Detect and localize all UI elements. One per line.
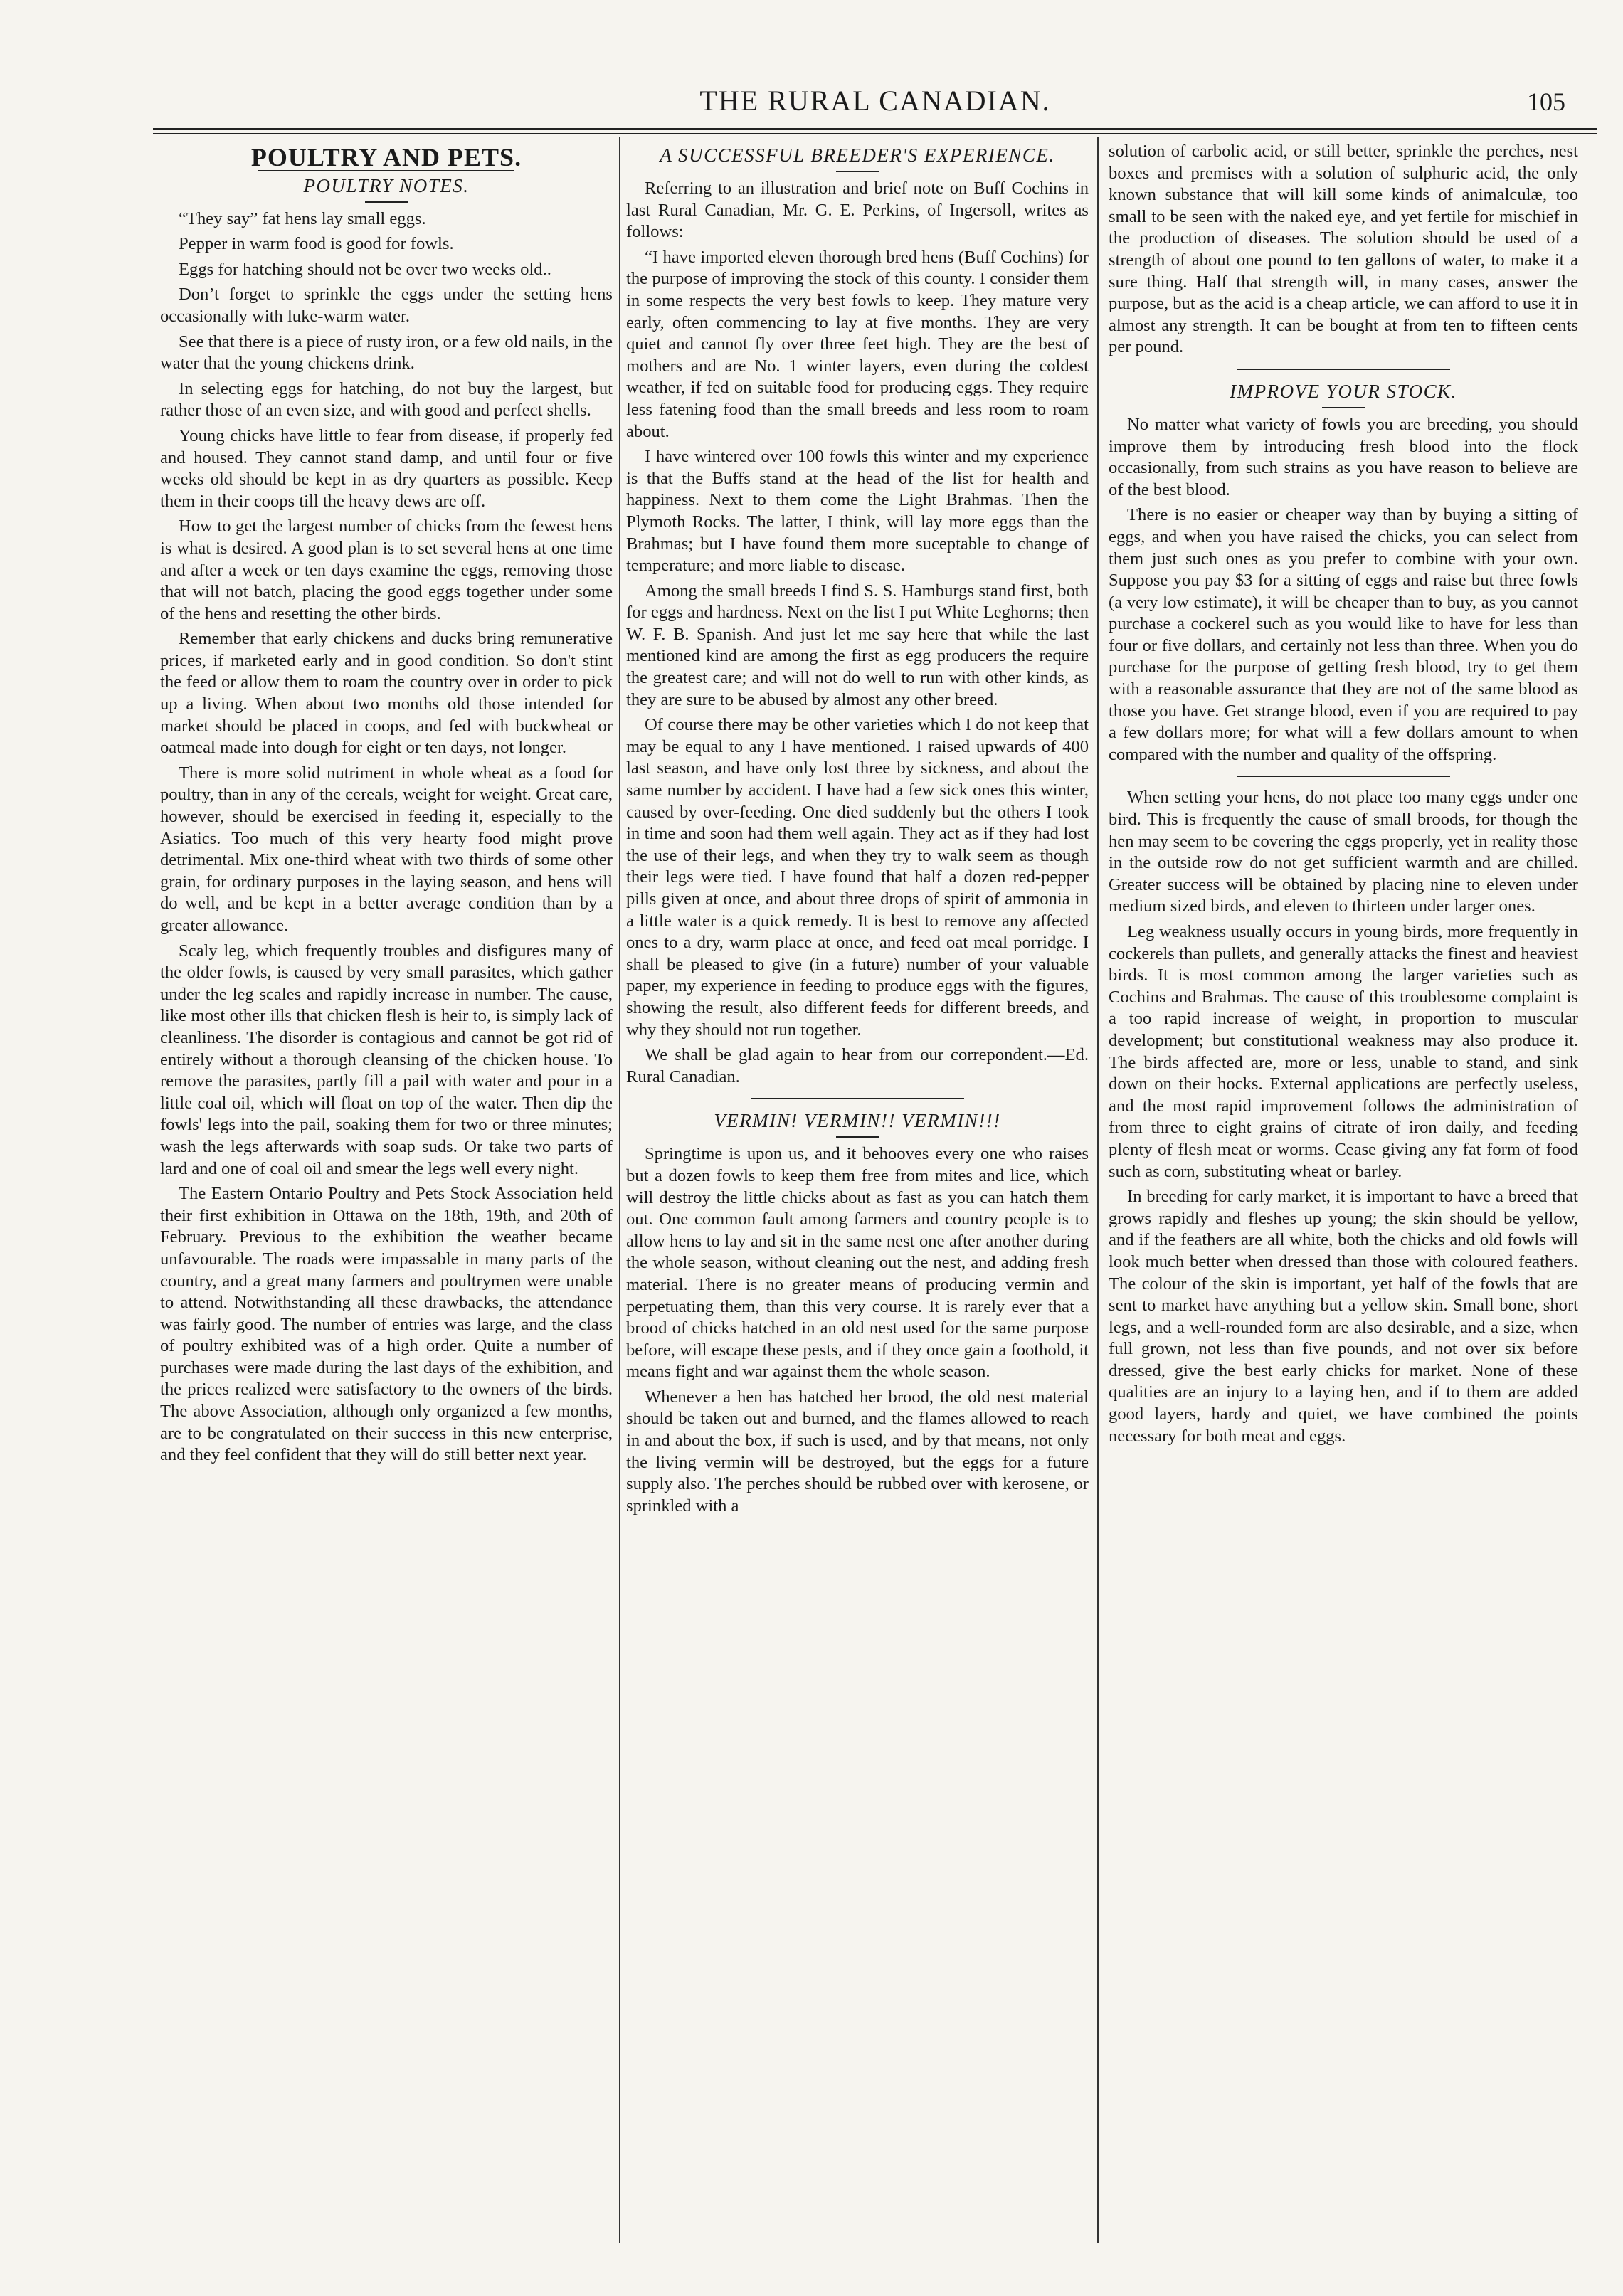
paragraph: Remember that early chickens and ducks bring remunerative prices, if marketed early and in good condition. So don't stint the feed or allow them to roam the country over in order to pick up a living. When about two months old those intended for market should be placed in coops, and fed with buckwheat or oatmeal made into dough for eight or ten days, not longer. [160,629,613,758]
column-divider [1097,137,1099,2243]
paragraph: Referring to an illustration and brief note on Buff Cochins in last Rural Canadian, Mr. G. E. Perkins, of Ingersoll, writes as follows: [626,179,1089,242]
paragraph: Among the small breeds I find S. S. Hamburgs stand first, both for eggs and hardness. Next on the list I put White Leghorns; then W. F. B. Spanish. And just let me say here that while the last mentioned kind are among the first as egg producers the require the greatest care; and will not do well to run with other kinds, as they are sure to be abused by almost any other breed. [626,581,1089,709]
paragraph: There is more solid nutriment in whole wheat as a food for poultry, than in any of the cereals, weight for weight. Great care, however, should be exercised in feeding it, especially to the Asiatics. Too much of this very hearty food might prove detrimental. Mix one-third wheat with two thirds of some other grain, for ordinary purposes in the laying season, and hens will do well, and be kept in a better average condition than by a greater allowance. [160,763,613,935]
paragraph: The Eastern Ontario Poultry and Pets Stock Association held their first exhibition in Ottawa on the 18th, 19th, and 20th of February. Previous to the exhibition the weather became unfavourable. The roads were impassable in many parts of the country, and a great many farmers and poultrymen were unable to attend. Notwithstanding all these drawbacks, the attendance was fairly good. The number of entries was large, and the class of poultry exhibited was of a high order. Quite a number of purchases were made during the last days of the exhibition, and the prices realized were satisfactory to the owners of the birds. The above Association, although only organized a few months, are to be congratulated on their success in this new enterprise, and they feel confident that they will do still better next year. [160,1184,613,1465]
masthead-rule [153,128,1597,130]
title-rule [1322,407,1365,408]
article-body [1109,414,1578,766]
paragraph: “They say” fat hens lay small eggs. [179,208,426,228]
continued-article-body [1109,141,1578,359]
article-body [160,208,613,1466]
paragraph: In selecting eggs for hatching, do not buy the largest, but rather those of an even size, and with good and perfect shells. [160,379,613,420]
paragraph: “I have imported eleven thorough bred hens (Buff Cochins) for the purpose of improving the stock of this county. I consider them in some respects the very best fowls to keep. They mature very early, often commencing to lay at five months. They are very quiet and cannot fly over three feet high. They are the best of mothers and are No. 1 winter layers, even during the coldest weather, if fed on suitable food for producing eggs. They require less fatening food than the small breeds and less room to roam about. [626,247,1089,441]
column-3 [1109,141,1578,2247]
paragraph: How to get the largest number of chicks from the fewest hens is what is desired. A good plan is to set several hens at one time and after a week or ten days examine the eggs, removing those that will not batch, placing the good eggs together under some of the hens and resetting the other birds. [160,517,613,623]
column-divider [619,137,620,2243]
page-number: 105 [1527,88,1565,116]
column-2 [626,141,1089,2247]
paragraph: Of course there may be other varieties which I do not keep that may be equal to any I have mentioned. I raised upwards of 400 last season, and have only lost three by sickness, and about the same number by accident. I have had a few sick ones this winter, caused by over-feeding. One died suddenly but the others I took in time and soon had them well again. They act as if they had lost the use of their legs, and when they try to walk seem as though their legs were tied. I have found that half a dozen red-pepper pills given at once, and about three drops of spirit of ammonia in a little water is a quick remedy. It is best to remove any affected ones to a dry, warm place at once, and feed oat meal porridge. I shall be pleased to give (in a future) number of your valuable paper, my experience in feeding to produce eggs with the figures, showing the result, also different feeds for different breeds, and why they should not run together. [626,715,1089,1039]
paragraph: Don’t forget to sprinkle the eggs under the setting hens occasionally with luke-warm water. [160,285,613,326]
paragraph: See that there is a piece of rusty iron, or a few old nails, in the water that the young chickens drink. [160,332,613,374]
paragraph: Whenever a hen has hatched her brood, the old nest material should be taken out and burned, and the flames allowed to reach in and about the box, if such is used, and by that means, not only the living vermin will be destroyed, but the eggs for a future supply also. The perches should be rubbed over with kerosene, or sprinkled with a [626,1387,1089,1515]
section-title: POULTRY AND PETS. [250,143,522,171]
title-rule [836,171,879,172]
title-rule [836,1136,879,1138]
article-title: POULTRY NOTES. [303,174,470,196]
article-separator [751,1098,964,1099]
article-body [626,178,1089,1088]
publication-title: THE RURAL CANADIAN. [699,85,1051,117]
notes-body [1109,787,1578,1447]
masthead [128,84,1594,127]
article-separator [1237,369,1450,370]
article-title: VERMIN! VERMIN!! VERMIN!!! [714,1110,1001,1132]
paragraph: Pepper in warm food is good for fowls. [179,234,454,254]
paragraph: solution of carbolic acid, or still better, sprinkle the perches, nest boxes and premises with a solution of sulphuric acid, the only known substance that will kill some kinds of animalculæ, too small to be seen with the naked eye, and yet fertile for mischief in the production of diseases. The solution should be used of a strength of about one pound to ten gallons of water, to make it a sure thing. Half that strength will, in many cases, answer the purpose, but as the acid is a cheap article, we can afford to use it in almost any strength. It can be bought at from ten to fifteen cents per pound. [1109,142,1578,357]
title-rule [365,201,408,203]
paragraph: In breeding for early market, it is important to have a breed that grows rapidly and fleshes up young; the skin should be yellow, and if the feathers are all white, both the chicks and old fowls will look much better when dressed than those with coloured feathers. The colour of the skin is important, yet half of the fowls that are sent to market have anything but a yellow skin. Small bone, short legs, and a well-rounded form are also desirable, and a size, when full grown, not less than five pounds, and not over six before dressed, give the best early chicks for market. None of these qualities are an injury to a laying hen, and if to them are added good layers, hardy and quiet, we have combined the points necessary for both meat and eggs. [1109,1187,1578,1446]
paragraph: Scaly leg, which frequently troubles and disfigures many of the older fowls, is caused by very small parasites, which gather under the leg scales and rapidly increase in number. The cause, like most other ills that chicken flesh is heir to, is simply lack of cleanliness. The disorder is contagious and cannot be got rid of entirely without a thorough cleansing of the chicken house. To remove the parasites, partly fill a pail with water and pour in a little coal oil, which will float on top of the water. Then dip the fowls' legs into the pail, soaking them for two or three minutes; wash the legs afterwards with soap suds. Or take two parts of lard and one of coal oil and smear the legs well every night. [160,941,613,1178]
article-title: A SUCCESSFUL BREEDER'S EXPERIENCE. [660,144,1055,166]
paragraph: No matter what variety of fowls you are breeding, you should improve them by introducing fresh blood into the flock occasionally, from such strains as you have reason to believe are of the best blood. [1109,414,1578,499]
paragraph: I have wintered over 100 fowls this winter and my experience is that the Buffs stand at the head of the list for health and happiness. Next to them come the Light Brahmas. Then the Plymoth Rocks. The latter, I think, will lay more eggs than the Brahmas; but I have found them more suceptable to change of temperature; and more liable to disease. [626,447,1089,576]
paragraph: Leg weakness usually occurs in young birds, more frequently in cockerels than pullets, and generally attacks the finest and heaviest birds. It is most common among the larger varieties such as Cochins and Brahmas. The cause of this troublesome complaint is a too rapid increase of weight, in proportion to muscular development; but constitutional weakness may also produce it. The birds affected are, more or less, unable to stand, and sink down on their hocks. External applications are perfectly useless, and the most rapid improvement follows the administration of from three to eight grains of citrate of iron daily, and feeding plenty of flesh meat or worms. Cease giving any fat form of food such as corn, substituting wheat or barley. [1109,922,1578,1181]
paragraph: Eggs for hatching should not be over two weeks old.. [179,259,551,279]
column-1 [160,141,613,2247]
article-body [626,1143,1089,1517]
masthead-rule-thin [153,133,1597,134]
editor-note: We shall be glad again to hear from our correpondent.—Ed. Rural Canadian. [626,1045,1089,1086]
paragraph: Springtime is upon us, and it behooves every one who raises but a dozen fowls to keep them free from mites and lice, which will destroy the little chicks about as fast as you can hatch them out. One common fault among farmers and country people is to allow hens to lay and sit in the same nest one after another during the whole season, without cleaning out the nest, and adding fresh material. There is no greater means of producing vermin and perpetuating them, than this very course. It is rarely ever that a brood of chicks hatched in an old nest used for the same purpose before, will escape these pests, and if they once gain a foothold, it means fight and war against them the whole season. [626,1144,1089,1382]
article-separator [1237,776,1450,777]
paragraph: When setting your hens, do not place too many eggs under one bird. This is frequently the cause of small broods, for though the hen may seem to be covering the eggs properly, yet in reality those in the outside row do not get sufficient warmth and are chilled. Greater success will be obtained by placing nine to eleven under medium sized birds, and eleven to thirteen under larger ones. [1109,788,1578,916]
article-title: IMPROVE YOUR STOCK. [1230,380,1457,402]
paragraph: Young chicks have little to fear from disease, if properly fed and housed. They cannot stand damp, and until four or five weeks old should be kept in as dry quarters as possible. Keep them in their coops till the heavy dews are off. [160,425,613,511]
paragraph: There is no easier or cheaper way than by buying a sitting of eggs, and when you have raised the chicks, you can select from them just such ones as you prefer to combine with your own. Suppose you pay $3 for a sitting of eggs and raise but three fowls (a very low estimate), it will be cheaper than to buy, as you cannot purchase a cockerel such as you would like to have for less than four or five dollars, and certainly not less than three. When you do purchase for the purpose of getting fresh blood, try to get them with a reasonable assurance that they are not of the same blood as those you have. Get strange blood, even if you are required to pay a few dollars more; for what will a few dollars amount to when compared with the number and quality of the offspring. [1109,505,1578,764]
